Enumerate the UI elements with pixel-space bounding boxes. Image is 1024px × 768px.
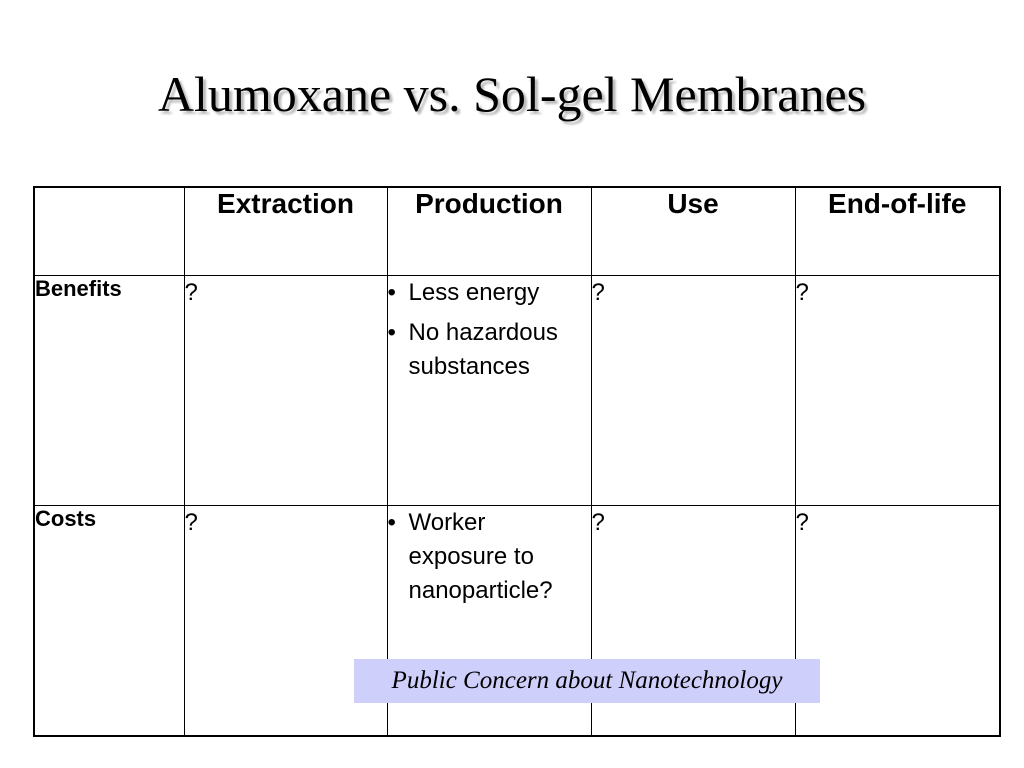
public-concern-callout: Public Concern about Nanotechnology [354, 659, 820, 703]
costs-extraction-cell: ? [184, 505, 387, 736]
header-end-of-life: End-of-life [795, 187, 1000, 275]
costs-production-list [388, 506, 591, 608]
benefits-use-cell: ? [591, 275, 795, 505]
list-item [388, 506, 591, 608]
lifecycle-table [33, 186, 1001, 737]
costs-end-of-life-cell: ? [795, 505, 1000, 736]
table-row-benefits [34, 275, 1000, 505]
list-item [388, 316, 591, 384]
header-corner-cell [34, 187, 184, 275]
table-header-row [34, 187, 1000, 275]
header-production: Production [387, 187, 591, 275]
list-item-text: Worker exposure to nanoparticle? [408, 508, 553, 604]
bullet-icon: • [387, 318, 396, 346]
slide-title: Alumoxane vs. Sol-gel Membranes [157, 66, 867, 122]
costs-use-cell: ? [591, 505, 795, 736]
benefits-production-list [388, 276, 591, 384]
benefits-end-of-life-cell: ? [795, 275, 1000, 505]
bullet-icon: • [387, 508, 396, 536]
list-item-text: No hazardous substances [408, 318, 558, 380]
list-item [388, 276, 591, 310]
benefits-extraction-cell: ? [184, 275, 387, 505]
row-label-benefits: Benefits [34, 275, 184, 505]
benefits-production-cell [387, 275, 591, 505]
header-extraction: Extraction [184, 187, 387, 275]
list-item-text: Less energy [408, 278, 540, 306]
header-use: Use [591, 187, 795, 275]
row-label-costs: Costs [34, 505, 184, 736]
bullet-icon: • [387, 278, 396, 306]
